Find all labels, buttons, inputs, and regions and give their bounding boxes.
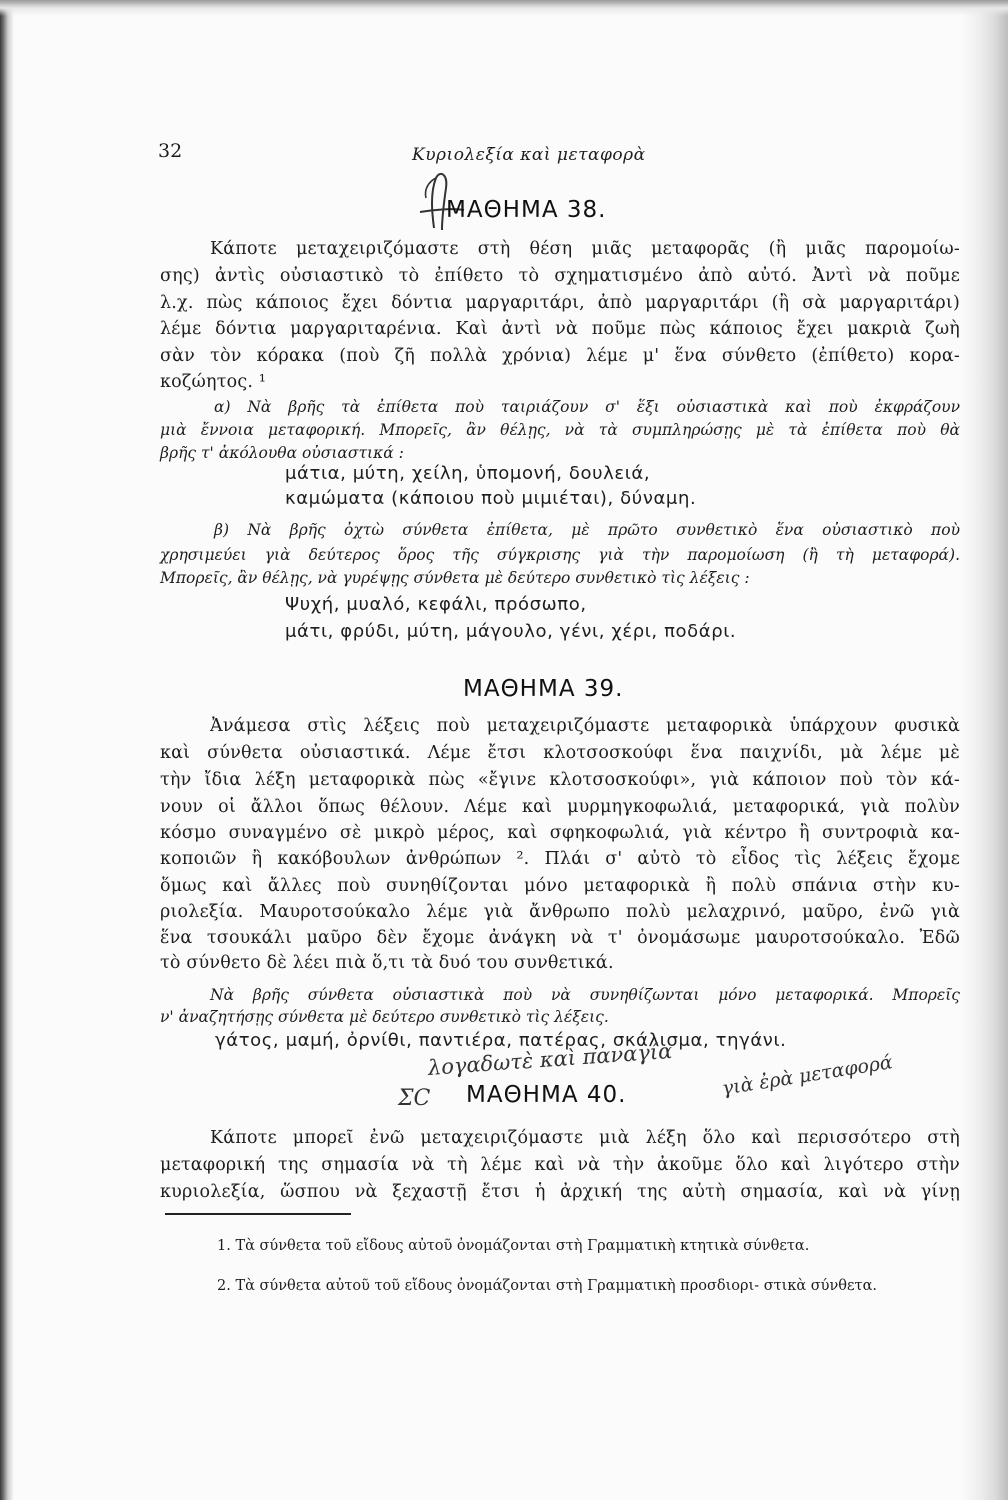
lesson-39-line-6: κοποιῶν ἢ κακόβουλων ἀνθρώπων ². Πλάι σ' αὐτὸ τὸ εἶδος τὶς λέξεις ἔχομε [160, 849, 960, 869]
exercise-b-words-2: μάτι, φρύδι, μύτη, μάγουλο, γένι, χέρι, ποδάρι. [285, 621, 737, 642]
lesson-39-line-5: κόσμο συναγμένο σὲ μικρὸ μέρος, καὶ σφηκοφωλιά, γιὰ κέντρο ἢ συντροφιὰ κα- [160, 823, 960, 843]
lesson-40-line-3: κυριολεξία, ὥσπου νὰ ξεχαστῇ ἔτσι ἡ ἀρχική της αὐτὴ σημασία, καὶ νὰ γίνῃ [160, 1182, 960, 1202]
exercise-b-line-1: β) Νὰ βρῆς ὀχτὼ σύνθετα ἐπίθετα, μὲ πρῶτο συνθετικὸ ἕνα οὐσιαστικὸ ποὺ [214, 521, 960, 539]
footnote-2 [165, 1276, 960, 1296]
page-edge-right [962, 0, 1008, 1500]
handwritten-note-line-2: γιὰ ἐρὰ μεταφορά [720, 1051, 895, 1100]
exercise-b-words-1: Ψυχή, μυαλό, κεφάλι, πρόσωπο, [285, 594, 587, 615]
exercise-a-words-2: καμώματα (κάποιου ποὺ μιμιέται), δύναμη. [285, 488, 697, 509]
footnote-rule [165, 1213, 351, 1215]
exercise-a-line-1: α) Νὰ βρῆς τὰ ἐπίθετα ποὺ ταιριάζουν σ' ἕξι οὐσιαστικὰ καὶ ποὺ ἐκφράζουν [214, 398, 960, 416]
page-edge-left [0, 0, 14, 1500]
lesson-39-title: ΜΑΘΗΜΑ 39. [463, 676, 624, 702]
lesson-38-line-5: σὰν τὸν κόρακα (ποὺ ζῆ πολλὰ χρόνια) λέμε μ' ἕνα σύνθετο (ἐπίθετο) κορα- [160, 346, 960, 366]
lesson-39-line-4: νουν οἱ ἄλλοι ὅπως θέλουν. Λέμε καὶ μυρμηγκοφωλιά, μεταφορικά, γιὰ πολὺν [160, 797, 960, 817]
lesson-38-line-4: λέμε δόντια μαργαριταρένια. Καὶ ἀντὶ νὰ ποῦμε πὼς κάποιος ἔχει μακριὰ ζωὴ [160, 319, 960, 339]
lesson-39-line-1: Ἀνάμεσα στὶς λέξεις ποὺ μεταχειριζόμαστε μεταφορικὰ ὑπάρχουν φυσικὰ [210, 716, 960, 736]
handwritten-mark-38-text [404, 204, 405, 205]
lesson-39-line-7: ὅμως καὶ ἄλλες ποὺ συνηθίζονται μόνο μεταφορικὰ ἢ πολὺ σπάνια στὴν κυ- [160, 876, 960, 896]
exercise-a-line-3: βρῆς τ' ἀκόλουθα οὐσιαστικά : [160, 444, 404, 462]
lesson-39-exercise-line-1: Νὰ βρῆς σύνθετα οὐσιαστικὰ ποὺ νὰ συνηθίζωνται μόνο μεταφορικά. Μπορεῖς [210, 986, 960, 1004]
lesson-39-line-9: ἕνα τσουκάλι μαῦρο δὲν ἔχομε ἀνάγκη νὰ τ' ὀνομάσωμε μαυροτσούκαλο. Ἐδῶ [160, 928, 960, 948]
exercise-a-line-2: μιὰ ἔννοια μεταφορική. Μπορεῖς, ἂν θέλῃς, νὰ τὰ συμπληρώσῃς μὲ τὰ ἐπίθετα ποὺ θὰ [160, 421, 960, 439]
lesson-39-line-10: τὸ σύνθετο δὲ λέει πιὰ ὅ,τι τὰ δυό του συνθετικά. [160, 953, 614, 973]
lesson-38-line-2: σης) ἀντὶς οὐσιαστικὸ τὸ ἐπίθετο τὸ σχηματισμένο ἀπὸ αὐτό. Ἀντὶ νὰ ποῦμε [160, 266, 960, 286]
lesson-39-line-3: τὴν ἴδια λέξη μεταφορικὰ πὼς «ἔγινε κλοτσοσκούφι», γιὰ κάποιον ποὺ τὸν κά- [160, 770, 960, 790]
footnote-2-text: 2. Τὰ σύνθετα αὐτοῦ τοῦ εἴδους ὀνομάζονται στὴ Γραμματικὴ προσδιορι- στικὰ σύνθετα. [217, 1278, 877, 1294]
lesson-39-line-8: ριολεξία. Μαυροτσούκαλο λέμε γιὰ ἄνθρωπο πολὺ μελαχρινό, μαῦρο, ἐνῶ γιὰ [160, 902, 960, 922]
handwritten-note-line-1: λογαδωτὲ καὶ παναγία [427, 1038, 674, 1080]
exercise-b-line-2: χρησιμεύει γιὰ δεύτερος ὅρος τῆς σύγκρισης γιὰ τὴν παρομοίωση (ἢ τὴ μεταφορά). [160, 546, 960, 564]
footnote-1 [165, 1236, 960, 1256]
running-head: Κυριολεξία καὶ μεταφορὰ [412, 145, 646, 165]
lesson-39-words: γάτος, μαμή, ὀρνίθι, παντιέρα, πατέρας, σκάλισμα, τηγάνι. [215, 1030, 787, 1051]
page-edge-top [0, 0, 1008, 16]
lesson-38-line-6: κοζώητος. ¹ [160, 372, 267, 392]
lesson-40-line-1: Κάποτε μπορεῖ ἐνῶ μεταχειριζόμαστε μιὰ λέξη ὅλο καὶ περισσότερο στὴ [210, 1128, 960, 1148]
lesson-38-title: ΜΑΘΗΜΑ 38. [446, 197, 607, 223]
lesson-40-title: ΜΑΘΗΜΑ 40. [466, 1082, 627, 1108]
lesson-38-line-3: λ.χ. πὼς κάποιος ἔχει δόντια μαργαριτάρι, ἀπὸ μαργαριτάρι (ἢ σὰ μαργαριτάρι) [160, 293, 960, 313]
exercise-a-words-1: μάτια, μύτη, χείλη, ὑπομονή, δουλειά, [285, 463, 651, 484]
footnote-1-text: 1. Τὰ σύνθετα τοῦ εἴδους αὐτοῦ ὀνομάζονται στὴ Γραμματικὴ κτητικὰ σύνθετα. [217, 1238, 810, 1254]
lesson-40-line-2: μεταφορική της σημασία νὰ τὴ λέμε καὶ νὰ τὴν ἀκοῦμε ὅλο καὶ λιγότερο στὴν [160, 1155, 960, 1175]
lesson-38-line-1: Κάποτε μεταχειριζόμαστε στὴ θέση μιᾶς μεταφορᾶς (ἢ μιᾶς παρομοίω- [210, 239, 960, 259]
page-number: 32 [158, 140, 183, 162]
exercise-b-line-3: Μπορεῖς, ἂν θέλῃς, νὰ γυρέψῃς σύνθετα μὲ δεύτερο συνθετικὸ τὶς λέξεις : [160, 569, 750, 587]
lesson-39-line-2: καὶ σύνθετα οὐσιαστικά. Λέμε ἔτσι κλοτσοσκούφι ἕνα παιχνίδι, μὰ λέμε μὲ [160, 743, 960, 763]
lesson-39-exercise-line-2: ν' ἀναζητήσῃς σύνθετα μὲ δεύτερο συνθετικὸ τὶς λέξεις. [160, 1008, 609, 1026]
handwritten-mark-40: ΣC [398, 1086, 431, 1111]
